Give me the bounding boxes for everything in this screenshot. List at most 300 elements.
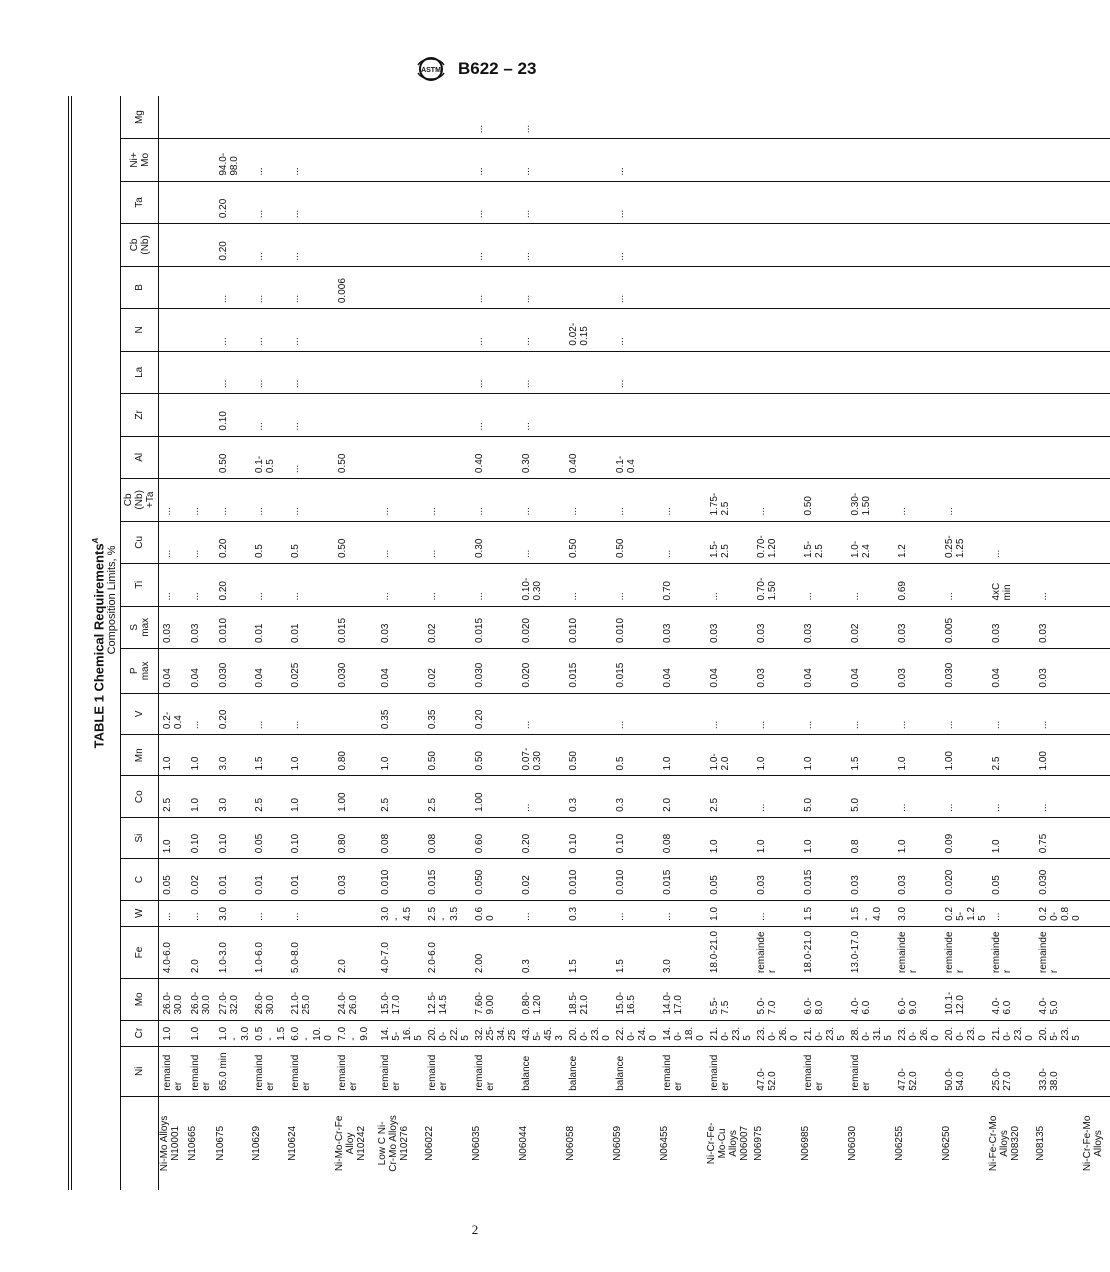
table-cell: 0.2- 0.4: [159, 693, 188, 734]
table-cell: ...: [1035, 564, 1082, 606]
table-cell: [159, 96, 188, 139]
table-cell: 0.030: [471, 649, 518, 694]
table-cell: 27.0- 32.0: [215, 979, 251, 1020]
table-cell: 0.5- 1.5: [251, 1020, 287, 1046]
alloy-label-cell: N10624: [287, 1125, 298, 1161]
table-cell: 0.05: [251, 817, 287, 858]
table-cell: ...: [471, 266, 518, 308]
table-cell: 0.015: [424, 859, 471, 900]
table-cell: remainder: [159, 1046, 188, 1096]
column-header: Ni: [121, 1046, 159, 1096]
table-cell: ...: [187, 521, 215, 563]
alloy-label-cell: N06022: [424, 1125, 435, 1161]
table-cell: remainder: [800, 1046, 847, 1096]
table-cell: 4.0- 6.0: [988, 979, 1035, 1020]
table-cell: [847, 266, 894, 308]
table-cell: 5.0: [800, 776, 847, 817]
column-header: Cb (Nb) +Ta: [121, 479, 159, 521]
table-row: [1035, 96, 1082, 1190]
table-cell: ...: [894, 693, 941, 734]
table-cell: ...: [424, 479, 471, 521]
table-cell: [894, 351, 941, 393]
table-cell: 15.0- 16.5: [612, 979, 659, 1020]
table-cell: [1035, 309, 1082, 351]
table-cell: 0.03: [706, 606, 753, 648]
table-cell: 14.0- 18.0: [659, 1020, 706, 1046]
table-cell: [800, 139, 847, 181]
column-header: [121, 1096, 159, 1190]
alloy-label-cell: Low C Ni- Cr-Mo Alloys N10276: [377, 1115, 410, 1172]
table-cell: ...: [941, 693, 988, 734]
table-cell: 5.0-8.0: [287, 926, 334, 978]
table-cell: ...: [988, 521, 1035, 563]
table-cell: [424, 224, 471, 266]
table-cell: [334, 139, 377, 181]
table-cell: [1035, 139, 1082, 181]
chemical-requirements-table: [121, 96, 1110, 1190]
table-cell: [612, 96, 659, 139]
table-cell: [159, 394, 188, 436]
table-cell: 1.0: [988, 817, 1035, 858]
table-cell: 0.50: [612, 521, 659, 563]
table-cell: ...: [251, 224, 287, 266]
table-cell: ...: [287, 139, 334, 181]
table-cell: 0.03: [187, 606, 215, 648]
table-cell: 0.01: [251, 606, 287, 648]
table-cell: 0.80: [334, 735, 377, 776]
table-cell: 0.03: [753, 859, 800, 900]
table-row: [159, 96, 188, 1190]
table-cell: [941, 266, 988, 308]
table-cell: 32.25- 34.25: [471, 1020, 518, 1046]
table-cell: 0.005: [941, 606, 988, 648]
table-cell: [1082, 1046, 1110, 1096]
table-cell: 1.0: [800, 735, 847, 776]
table-cell: 20.0- 22.5: [424, 1020, 471, 1046]
table-frame-line: [68, 96, 69, 1190]
table-cell: 1.5- 2.5: [800, 521, 847, 563]
table-cell: [187, 139, 215, 181]
table-cell: ...: [518, 139, 565, 181]
table-row: [753, 96, 800, 1190]
document-designation: B622 – 23: [458, 59, 537, 78]
table-cell: 2.5- 3.5: [424, 900, 471, 926]
alloy-label-cell: N06255: [894, 1125, 905, 1161]
table-cell: 0.25- 1.25: [941, 521, 988, 563]
table-cell: 18.5- 21.0: [565, 979, 612, 1020]
table-cell: [334, 351, 377, 393]
table-cell: [659, 96, 706, 139]
table-cell: ...: [471, 96, 518, 139]
table-cell: ...: [287, 394, 334, 436]
table-cell: remainder: [251, 1046, 287, 1096]
table-cell: 1.5- 4.0: [847, 900, 894, 926]
alloy-label-cell: N10629: [251, 1125, 262, 1161]
alloy-label-cell: N06030: [847, 1125, 858, 1161]
table-cell: [424, 96, 471, 139]
table-cell: [187, 436, 215, 478]
table-cell: ...: [847, 564, 894, 606]
table-cell: [159, 266, 188, 308]
table-cell: [377, 181, 424, 223]
table-cell: 0.04: [659, 649, 706, 694]
table-row: [471, 96, 518, 1190]
table-cell: 0.03: [847, 859, 894, 900]
table-cell: 0.04: [800, 649, 847, 694]
table-cell: [847, 351, 894, 393]
table-cell: [1035, 96, 1082, 139]
table-cell: 0.3: [565, 776, 612, 817]
table-cell: 0.50: [800, 479, 847, 521]
table-cell: 7.0- 9.0: [334, 1020, 377, 1046]
table-cell: 0.03: [894, 649, 941, 694]
alloy-label-cell: N06044: [518, 1125, 529, 1161]
table-cell: 2.5: [251, 776, 287, 817]
table-cell: 0.01: [251, 859, 287, 900]
table-cell: ...: [753, 900, 800, 926]
column-header: Cb (Nb): [121, 224, 159, 266]
table-cell: [1082, 776, 1110, 817]
table-cell: [334, 96, 377, 139]
table-cell: ...: [941, 776, 988, 817]
table-cell: 0.50: [334, 436, 377, 478]
table-cell: [334, 181, 377, 223]
table-cell: 26.0- 30.0: [187, 979, 215, 1020]
table-cell: 1.0: [377, 735, 424, 776]
table-cell: [1082, 926, 1110, 978]
table-cell: 0.75: [1035, 817, 1082, 858]
table-cell: 0.04: [706, 649, 753, 694]
table-cell: [287, 96, 334, 139]
table-cell: 43.5- 45.3: [518, 1020, 565, 1046]
table-cell: remainder: [424, 1046, 471, 1096]
table-cell: 0.20: [471, 693, 518, 734]
table-cell: ...: [800, 693, 847, 734]
table-cell: [706, 181, 753, 223]
table-cell: ...: [471, 351, 518, 393]
table-cell: 0.10: [215, 394, 251, 436]
table-cell: ...: [518, 521, 565, 563]
table-cell: [565, 394, 612, 436]
table-cell: 2.5: [988, 735, 1035, 776]
column-header-row: [121, 96, 159, 1190]
table-cell: 0.10: [215, 817, 251, 858]
table-row: [377, 96, 424, 1190]
column-header: Ti: [121, 564, 159, 606]
table-cell: 1.00: [334, 776, 377, 817]
table-cell: 2.0-6.0: [424, 926, 471, 978]
table-cell: 1.00: [1035, 735, 1082, 776]
table-cell: 0.10: [612, 817, 659, 858]
table-cell: remainder: [894, 926, 941, 978]
table-cell: remainder: [377, 1046, 424, 1096]
table-cell: 2.5: [159, 776, 188, 817]
table-cell: ...: [251, 900, 287, 926]
table-cell: 0.20: [215, 693, 251, 734]
table-cell: ...: [518, 394, 565, 436]
table-cell: 0.5: [251, 521, 287, 563]
table-cell: 0.30- 1.50: [847, 479, 894, 521]
table-cell: ...: [187, 479, 215, 521]
table-cell: ...: [941, 564, 988, 606]
table-cell: [187, 181, 215, 223]
table-cell: [424, 394, 471, 436]
table-cell: [377, 309, 424, 351]
table-cell: 0.02: [847, 606, 894, 648]
table-cell: 0.02- 0.15: [565, 309, 612, 351]
table-cell: 0.030: [215, 649, 251, 694]
table-cell: ...: [377, 564, 424, 606]
table-cell: [800, 96, 847, 139]
table-cell: ...: [518, 776, 565, 817]
alloy-label-cell: N06035: [471, 1125, 482, 1161]
column-header: Cu: [121, 521, 159, 563]
table-cell: [424, 309, 471, 351]
table-cell: 0.20: [215, 564, 251, 606]
table-cell: [1082, 1020, 1110, 1046]
table-cell: [706, 266, 753, 308]
table-cell: 0.03: [753, 649, 800, 694]
table-cell: ...: [800, 564, 847, 606]
table-cell: 0.010: [565, 606, 612, 648]
table-cell: 0.30: [471, 521, 518, 563]
table-cell: [334, 479, 377, 521]
column-header: Co: [121, 776, 159, 817]
table-cell: 1.0: [894, 817, 941, 858]
table-cell: 0.8: [847, 817, 894, 858]
table-cell: 0.70: [659, 564, 706, 606]
table-cell: [659, 309, 706, 351]
table-cell: 0.03: [1035, 606, 1082, 648]
table-cell: [988, 479, 1035, 521]
table-cell: 1.0: [187, 1020, 215, 1046]
table-cell: 0.50: [565, 521, 612, 563]
table-cell: 4.0-7.0: [377, 926, 424, 978]
table-cell: balance: [518, 1046, 565, 1096]
table-cell: ...: [251, 139, 287, 181]
table-cell: [565, 224, 612, 266]
table-cell: ...: [287, 436, 334, 478]
table-cell: [659, 394, 706, 436]
alloy-label-cell: N06985: [800, 1125, 811, 1161]
table-cell: 0.015: [565, 649, 612, 694]
table-cell: ...: [847, 693, 894, 734]
table-cell: [706, 436, 753, 478]
table-cell: [847, 436, 894, 478]
table-cell: [215, 96, 251, 139]
table-cell: [1082, 606, 1110, 648]
table-cell: 3.0: [894, 900, 941, 926]
table-cell: 1.5- 2.5: [706, 521, 753, 563]
table-cell: [800, 266, 847, 308]
alloy-label-cell: Ni-Fe-Cr-Mo Alloys N08320: [988, 1115, 1021, 1172]
table-cell: 0.030: [1035, 859, 1082, 900]
table-cell: ...: [471, 479, 518, 521]
table-cell: 2.0: [334, 926, 377, 978]
table-cell: [1035, 479, 1082, 521]
table-cell: [251, 96, 287, 139]
table-row: [1082, 96, 1110, 1190]
table-cell: [753, 224, 800, 266]
table-cell: 0.015: [334, 606, 377, 648]
table-cell: [1082, 900, 1110, 926]
table-cell: [659, 693, 706, 734]
table-cell: [377, 436, 424, 478]
table-cell: 0.30: [518, 436, 565, 478]
table-cell: 94.0- 98.0: [215, 139, 251, 181]
table-cell: [847, 394, 894, 436]
table-cell: 2.5: [706, 776, 753, 817]
table-cell: 0.015: [800, 859, 847, 900]
table-cell: 3.0- 4.5: [377, 900, 424, 926]
table-cell: 20.0- 23.0: [565, 1020, 612, 1046]
table-cell: ...: [894, 479, 941, 521]
table-cell: ...: [471, 181, 518, 223]
alloy-label-cell: Ni-Mo Alloys N10001: [159, 1115, 181, 1172]
table-cell: [1035, 224, 1082, 266]
table-cell: [659, 139, 706, 181]
table-cell: 0.050: [471, 859, 518, 900]
table-row: [988, 96, 1035, 1190]
table-cell: [377, 351, 424, 393]
table-cell: 0.020: [941, 859, 988, 900]
table-cell: [753, 266, 800, 308]
table-cell: 0.08: [377, 817, 424, 858]
table-row: [659, 96, 706, 1190]
table-cell: 1.2: [894, 521, 941, 563]
table-cell: 0.01: [287, 606, 334, 648]
table-cell: [1082, 735, 1110, 776]
table-cell: 0.010: [612, 606, 659, 648]
table-cell: ...: [251, 181, 287, 223]
table-cell: 0.03: [988, 606, 1035, 648]
table-cell: 0.010: [565, 859, 612, 900]
alloy-label-cell: Ni-Cr-Fe-Mo Alloys: [1082, 1115, 1104, 1172]
table-cell: 1.0: [159, 1020, 188, 1046]
table-cell: 14.5- 16.5: [377, 1020, 424, 1046]
table-cell: 1.0: [753, 817, 800, 858]
table-cell: 0.02: [187, 859, 215, 900]
table-cell: [377, 394, 424, 436]
table-cell: 0.40: [565, 436, 612, 478]
alloy-label-cell: N10675: [215, 1125, 226, 1161]
table-row: [424, 96, 471, 1190]
table-cell: 5.5- 7.5: [706, 979, 753, 1020]
table-cell: 0.015: [612, 649, 659, 694]
table-cell: 1.0-3.0: [215, 926, 251, 978]
table-cell: ...: [159, 900, 188, 926]
table-cell: 0.006: [334, 266, 377, 308]
table-cell: [800, 394, 847, 436]
table-cell: ...: [251, 394, 287, 436]
table-cell: 21.0- 25.0: [287, 979, 334, 1020]
table-cell: ...: [215, 479, 251, 521]
table-cell: [800, 224, 847, 266]
alloy-label-cell: Ni-Mo-Cr-Fe Alloy N10242: [334, 1115, 367, 1172]
table-cell: ...: [287, 351, 334, 393]
table-cell: ...: [612, 564, 659, 606]
table-cell: ...: [1035, 693, 1082, 734]
table-cell: [1082, 181, 1110, 223]
table-cell: [988, 96, 1035, 139]
table-cell: ...: [565, 479, 612, 521]
table-cell: 24.0- 26.0: [334, 979, 377, 1020]
table-cell: balance: [612, 1046, 659, 1096]
table-cell: 0.60: [471, 817, 518, 858]
table-cell: 0.03: [659, 606, 706, 648]
table-cell: 6.0- 9.0: [894, 979, 941, 1020]
rotated-table: [88, 96, 1104, 1190]
table-cell: 6.0- 10.0: [287, 1020, 334, 1046]
table-cell: 0.015: [659, 859, 706, 900]
table-cell: 0.01: [215, 859, 251, 900]
alloy-label-cell: N06058: [565, 1125, 576, 1161]
table-cell: [659, 181, 706, 223]
table-cell: 0.1- 0.5: [251, 436, 287, 478]
table-cell: 21.0- 23.5: [706, 1020, 753, 1046]
table-cell: 26.0- 30.0: [159, 979, 188, 1020]
table-cell: 0.03: [894, 606, 941, 648]
table-cell: 0.04: [377, 649, 424, 694]
table-cell: 0.60: [471, 900, 518, 926]
table-cell: [565, 139, 612, 181]
table-cell: ...: [215, 351, 251, 393]
table-cell: 0.02: [424, 649, 471, 694]
table-cell: ...: [287, 224, 334, 266]
table-cell: 1.0: [706, 817, 753, 858]
table-cell: ...: [1035, 776, 1082, 817]
table-cell: [1035, 436, 1082, 478]
table-frame-line: [71, 96, 72, 1190]
table-cell: [334, 564, 377, 606]
table-cell: 0.35: [424, 693, 471, 734]
table-cell: [941, 394, 988, 436]
table-cell: 0.010: [215, 606, 251, 648]
table-cell: [159, 224, 188, 266]
table-cell: 1.0: [800, 817, 847, 858]
table-cell: [424, 139, 471, 181]
table-cell: 2.00: [471, 926, 518, 978]
table-cell: [187, 96, 215, 139]
table-cell: ...: [518, 693, 565, 734]
table-cell: 1.0: [287, 776, 334, 817]
table-cell: [753, 139, 800, 181]
table-cell: [800, 436, 847, 478]
table-cell: ...: [187, 900, 215, 926]
table-cell: 0.25- 1.25: [941, 900, 988, 926]
table-cell: [565, 351, 612, 393]
table-cell: ...: [471, 394, 518, 436]
table-cell: remainder: [706, 1046, 753, 1096]
table-cell: ...: [251, 266, 287, 308]
table-cell: ...: [518, 351, 565, 393]
alloy-label-cell: N10665: [187, 1125, 198, 1161]
table-cell: 0.70- 1.20: [753, 521, 800, 563]
table-cell: [1082, 817, 1110, 858]
table-cell: 47.0-52.0: [753, 1046, 800, 1096]
table-cell: [565, 181, 612, 223]
table-cell: [1082, 139, 1110, 181]
table-cell: 23.0- 26.0: [894, 1020, 941, 1046]
table-cell: 0.02: [518, 859, 565, 900]
table-cell: [988, 351, 1035, 393]
table-cell: 0.70- 1.50: [753, 564, 800, 606]
table-cell: ...: [251, 351, 287, 393]
table-cell: [187, 351, 215, 393]
table-row: [800, 96, 847, 1190]
table-cell: [159, 139, 188, 181]
table-cell: ...: [518, 266, 565, 308]
